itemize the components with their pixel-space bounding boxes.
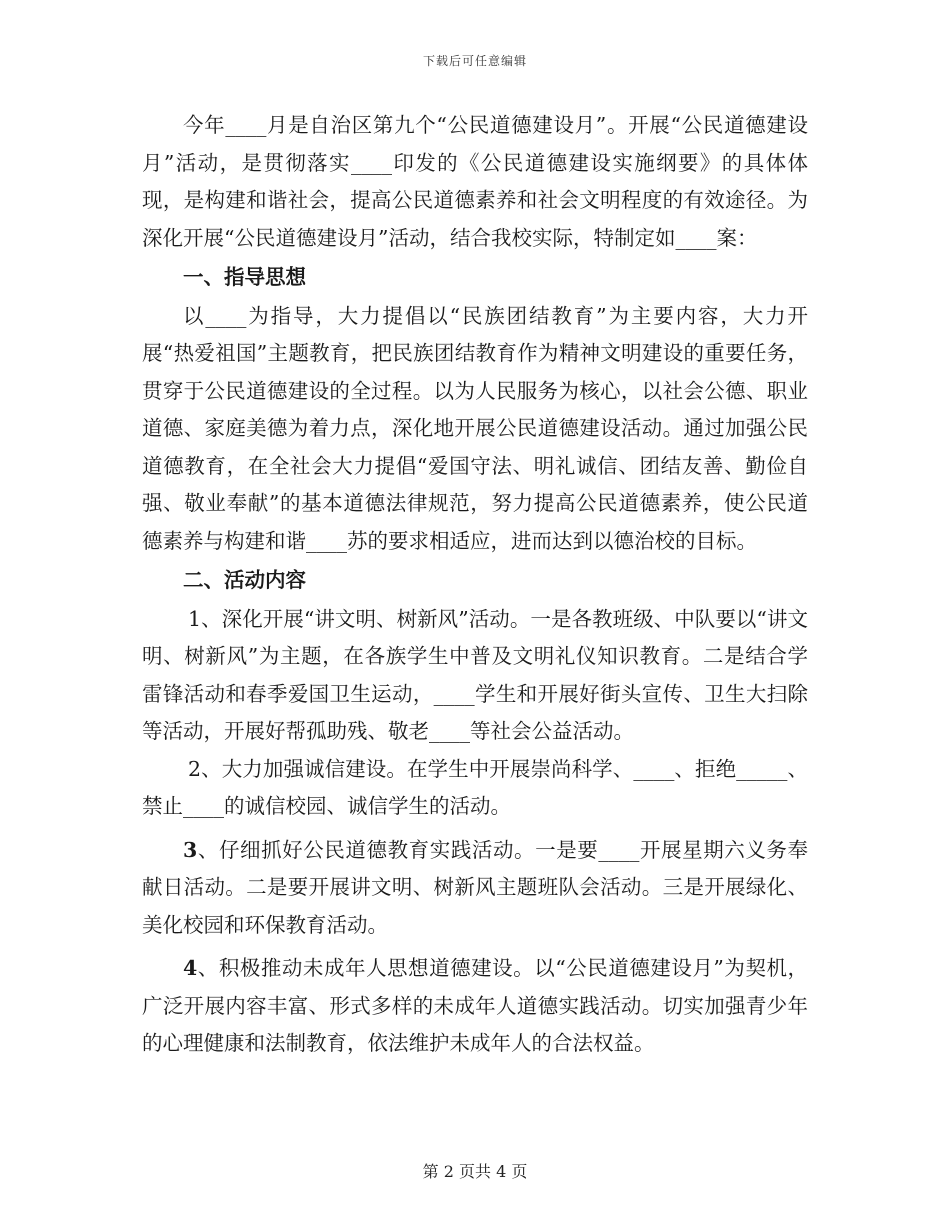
guiding-ideology-paragraph: 以____为指导，大力提倡以“民族团结教育”为主要内容，大力开展“热爱祖国”主题教育，把民族团结教育作为精神文明建设的重要任务，贯穿于公民道德建设的全过程。以为人民服务为核心，以社会公德、职业道德、家庭美德为着力点，深化地开展公民道德建设活动。通过加强公民道德教育，在全社会大力提倡“爱国守法、明礼诚信、团结友善、勤俭自强、敬业奉献”的基本道德法律规范，努力提高公民道德素养，使公民道德素养与构建和谐____苏的要求相适应，进而达到以德治校的目标。: [142, 303, 808, 553]
item-separator: 、: [197, 956, 219, 980]
item-separator: 、: [201, 606, 222, 631]
item-text: 大力加强诚信建设。在学生中开展崇尚科学、____、拒绝_____、禁止____的诚信校园、诚信学生的活动。: [142, 756, 809, 818]
item-number: 1: [188, 606, 202, 631]
item-number: 4: [183, 956, 198, 980]
item-number: 3: [183, 837, 198, 862]
activity-item-1: [142, 601, 808, 751]
section-heading-guiding-ideology: 一、指导思想: [183, 265, 306, 289]
item-separator: 、: [201, 756, 222, 781]
page-footer: 第 2 页共 4 页: [422, 1162, 528, 1181]
item-text: 深化开展“讲文明、树新风”活动。一是各教班级、中队要以“讲文明、树新风”为主题，在各族学生中普及文明礼仪知识教育。二是结合学雷锋活动和春季爱国卫生运动，____学生和开展好街头宣传、卫生大扫除等活动，开展好帮孤助残、敬老____等社会公益活动。: [142, 606, 808, 743]
section-heading-activity-content: 二、活动内容: [183, 568, 306, 592]
item-separator: 、: [197, 837, 219, 862]
header-note: 下载后可任意编辑: [422, 54, 527, 68]
item-text: 仔细抓好公民道德教育实践活动。一是要____开展星期六义务奉献日活动。二是要开展讲文明、树新风主题班队会活动。三是开展绿化、美化校园和环保教育活动。: [142, 837, 809, 937]
intro-paragraph: 今年____月是自治区第九个“公民道德建设月”。开展“公民道德建设月”活动，是贯彻落实____印发的《公民道德建设实施纲要》的具体体现，是构建和谐社会，提高公民道德素养和社会文明程度的有效途径。为深化开展“公民道德建设月”活动，结合我校实际，特制定如____案：: [142, 113, 808, 250]
document-body: [142, 107, 808, 1063]
activity-item-3: [142, 832, 808, 945]
activity-item-4: [142, 950, 808, 1063]
item-text: 积极推动未成年人思想道德建设。以“公民道德建设月”为契机，广泛开展内容丰富、形式多样的未成年人道德实践活动。切实加强青少年的心理健康和法制教育，依法维护未成年人的合法权益。: [142, 956, 809, 1055]
item-number: 2: [188, 756, 202, 781]
activity-item-2: [142, 751, 808, 826]
